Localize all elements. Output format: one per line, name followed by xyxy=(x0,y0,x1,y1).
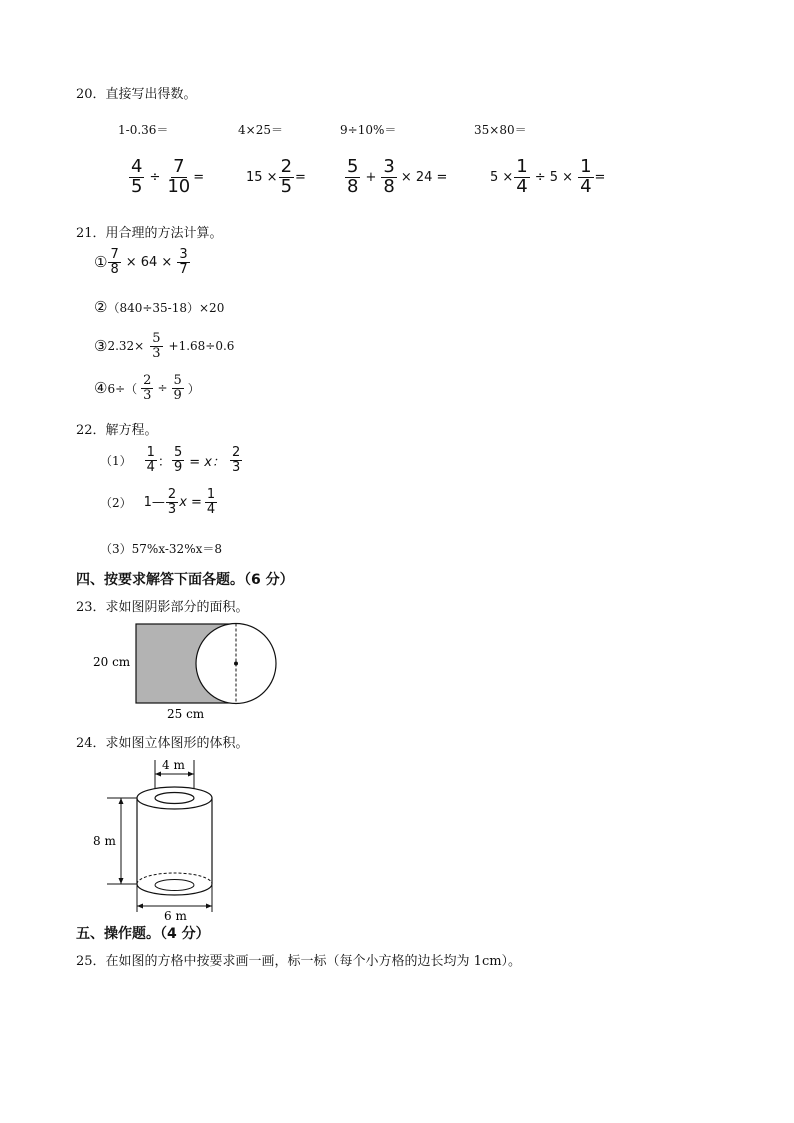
q20-frac-expr-2: 15 × $\frac{2}{5}$ = xyxy=(246,156,306,197)
q24-figure xyxy=(85,752,225,924)
q20-expr-3: 9÷10%＝ xyxy=(340,123,397,137)
q23-center xyxy=(234,662,238,666)
q22-item-1: （1） $\frac{1}{4}$ ： $\frac{5}{9}$ = x： $\frac{2}{3}$ xyxy=(100,445,241,475)
q20-expr-1: 1-0.36＝ xyxy=(118,123,169,137)
q20-frac-expr-3: $\frac{5}{8}$ + $\frac{3}{8}$ × 24 = xyxy=(347,156,448,197)
q22-title: 22．解方程。 xyxy=(76,423,158,438)
q24-title: 24．求如图立体图形的体积。 xyxy=(76,736,249,751)
q22-item-2: （2） 1— $\frac{2}{3}$ x = $\frac{1}{4}$ xyxy=(100,487,216,517)
q24-top-inner xyxy=(155,793,194,804)
q24-height-label: 8 m xyxy=(93,834,116,848)
q21-item-4: ④ 6÷（ $\frac{2}{3}$ ÷ $\frac{5}{9}$ ） xyxy=(94,373,200,403)
q21-title: 21．用合理的方法计算。 xyxy=(76,226,223,241)
q21-item-2: ② （840÷35-18）×20 xyxy=(94,298,225,316)
q20-expr-2: 4×25＝ xyxy=(238,123,283,137)
section-4-title: 四、按要求解答下面各题。（6 分） xyxy=(76,572,294,588)
q21-item-3: ③ 2.32× $\frac{5}{3}$ +1.68÷0.6 xyxy=(94,331,235,361)
q20-title: 20．直接写出得数。 xyxy=(76,87,197,102)
q23-figure xyxy=(85,618,285,726)
q20-frac-expr-4: 5 × $\frac{1}{4}$ ÷ 5 × $\frac{1}{4}$ = xyxy=(490,156,606,197)
q23-height-label: 20 cm xyxy=(93,655,131,669)
q20-expr-4: 35×80＝ xyxy=(474,123,527,137)
section-5-title: 五、操作题。（4 分） xyxy=(76,926,210,942)
q20-frac-expr-1: $\frac{4}{5}$ ÷ $\frac{7}{10}$ = xyxy=(131,156,205,197)
q24-inner-label: 4 m xyxy=(162,758,185,772)
q21-item-1: ① $\frac{7}{8}$ × 64 × $\frac{3}{7}$ xyxy=(94,247,188,277)
q23-title: 23．求如图阴影部分的面积。 xyxy=(76,600,249,615)
q25-title: 25．在如图的方格中按要求画一画，标一标（每个小方格的边长均为 1cm）。 xyxy=(76,954,522,969)
q24-bottom-inner xyxy=(155,880,194,891)
q24-outer-label: 6 m xyxy=(164,909,187,923)
q23-width-label: 25 cm xyxy=(167,707,205,721)
q22-item-3: （3）57%x-32%x＝8 xyxy=(100,542,222,556)
